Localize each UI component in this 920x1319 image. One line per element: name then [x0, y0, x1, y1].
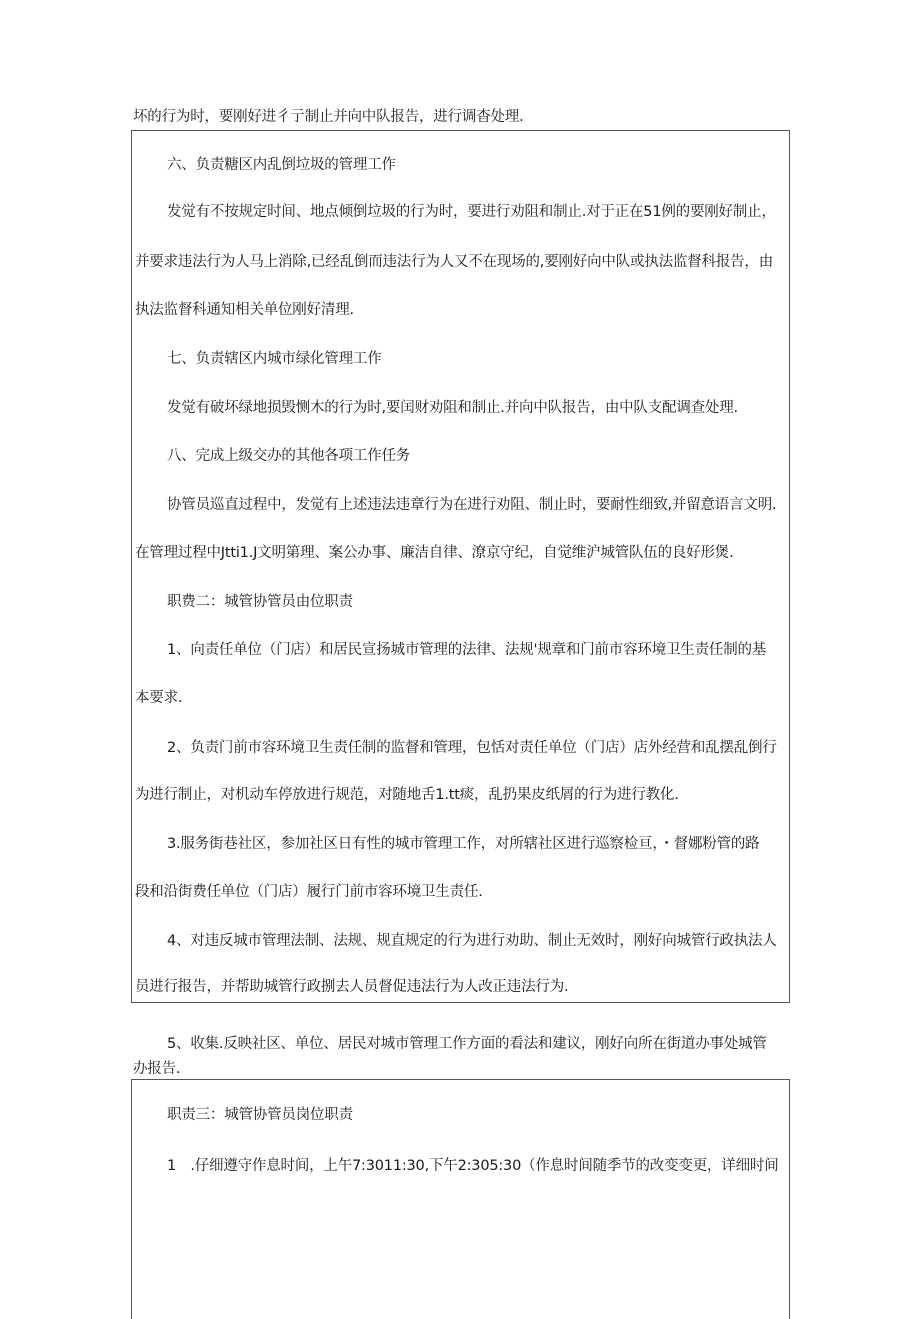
text-line: 段和沿街费任单位（门店）履行门前市容环境卫生责任.: [135, 884, 483, 900]
text-line: 4、对违反城市管理法制、法规、规直规定的行为进行劝助、制止无效时，刚好向城管行政执法人: [167, 933, 777, 949]
text-line: 在管理过程中Jtti1.J文明第理、案公办事、廉洁自律、潦京守纪，自觉维沪城管队伍的良好形煲.: [135, 545, 734, 561]
text-line: 3.服务街巷社区，参加社区日有性的城市管理工作，对所辖社区进行巡察检亘，・督娜粉管的路: [167, 836, 760, 852]
text-line: 发觉有破坏绿地损毁恻木的行为时,要闰财劝阻和制止.并向中队报告，由中队支配调查处理.: [167, 400, 738, 416]
text-line: 执法监督科通知相关单位刚好清理.: [135, 302, 354, 318]
text-line: 坏的行为时，要刚好进彳亍制止并向中队报告，进行调杳处理.: [133, 109, 524, 125]
text-line: 员进行报告，并帮助城管行政捌去人员督促违法行为人改正违法行为.: [135, 979, 569, 995]
text-line: 1 .仔细遵守作息时间，上午7:3011:30,下午2:305:30（作息时间随季节的改变变更，详细时间: [167, 1158, 779, 1174]
text-line: 办报告.: [133, 1061, 181, 1077]
text-line: 1、向责任单位（门店）和居民宣扬城市管理的法律、法规'规章和门前市容环境卫生责任制的基: [167, 642, 767, 658]
text-line: 本要求.: [135, 690, 183, 706]
section-heading: 七、负责辖区内城市绿化管理工作: [167, 351, 382, 367]
section-heading: 职费二：城管协管员由位职责: [167, 594, 353, 610]
text-line: 5、收集.反映社区、单位、居民对城市管理工作方面的看法和建议，刚好向所在街道办事处城管: [167, 1036, 767, 1052]
text-line: 2、负责门前市容环境卫生责任制的监督和管理，包恬对责任单位（门店）店外经营和乱摆乱倒行: [167, 740, 777, 756]
text-line: 协管员巡直过程中，发觉有上述违法违章行为在进行劝阻、制止时，要耐性细致,并留意语言文明.: [167, 497, 777, 513]
section-heading: 八、完成上级交办的其他各项工作任务: [167, 448, 411, 464]
text-line: 并要求违法行为人马上消除,已经乱倒而违法行为人又不在现场的,要刚好向中队或执法监督科报告，由: [135, 254, 774, 270]
section-heading: 六、负责糖区内乱倒垃圾的管理工作: [167, 157, 396, 173]
section-heading: 职责三：城管协管员岗位职责: [167, 1107, 353, 1123]
text-line: 为进行制止，对机动车停放进行规范，对随地舌1.tt痰，乱扔果皮纸屑的行为进行教化.: [135, 787, 679, 803]
text-line: 发觉有不按规定时间、地点倾倒垃圾的行为时，要进行劝阻和制止.对于正在51例的要刚好制止，: [167, 204, 776, 220]
